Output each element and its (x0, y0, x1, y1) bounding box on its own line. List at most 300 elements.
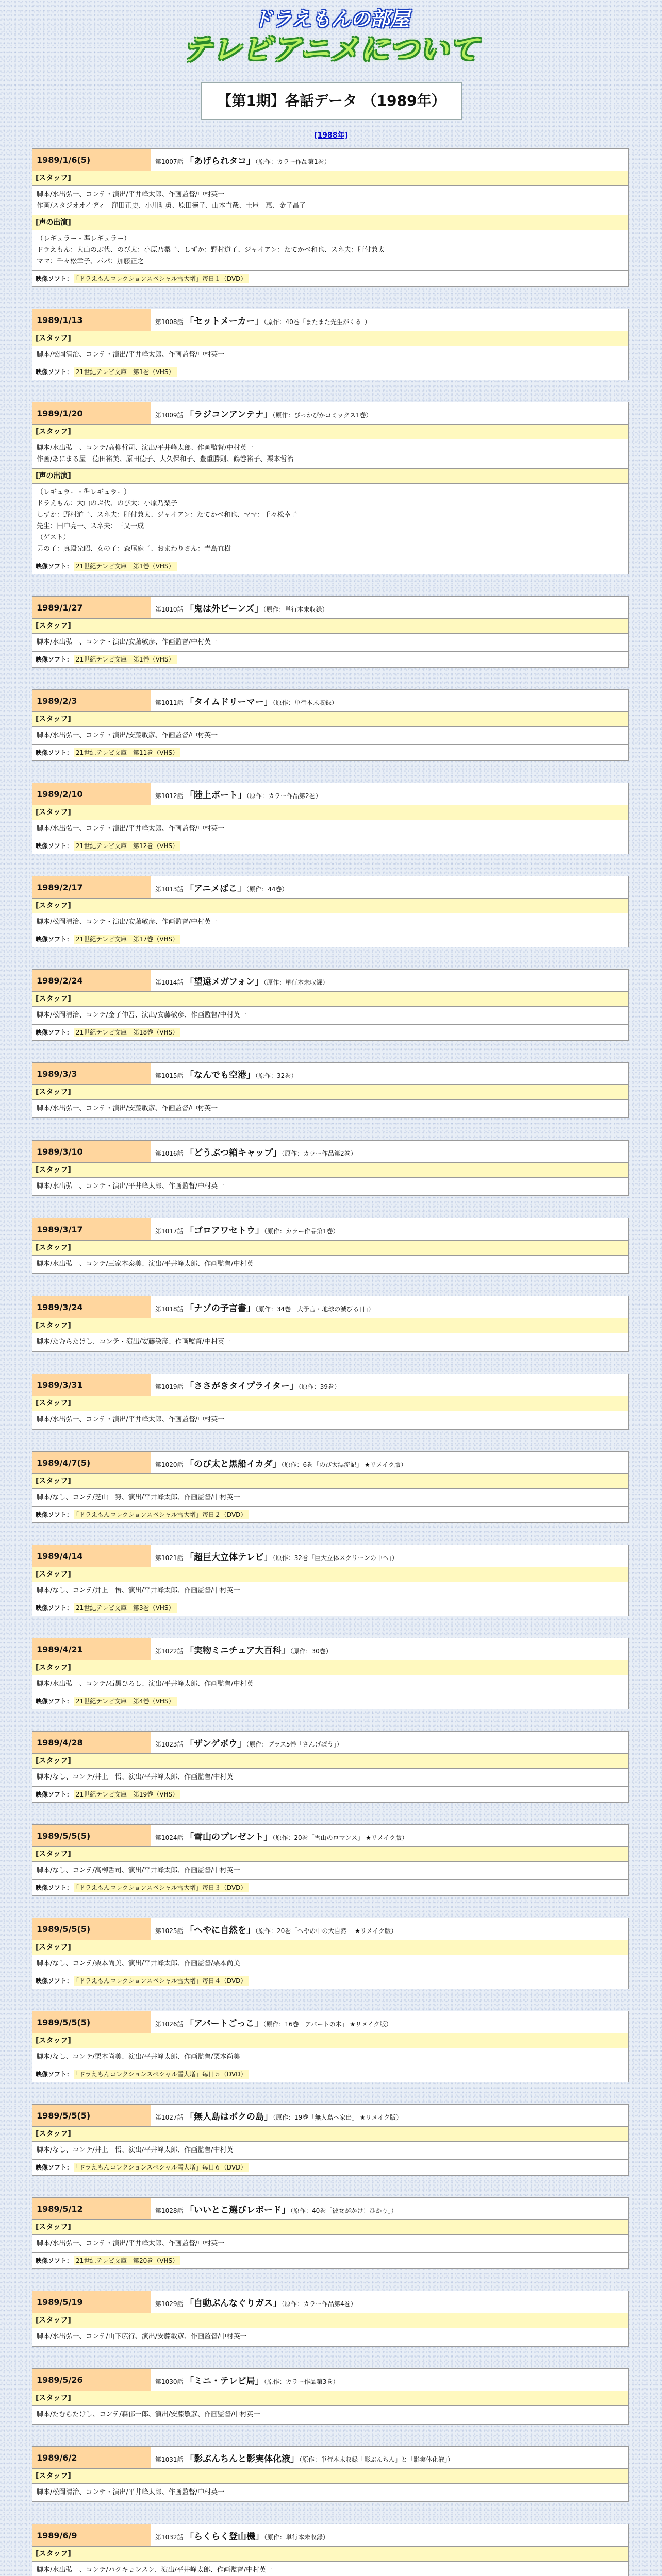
video-soft-row (32, 652, 628, 667)
video-soft-label: 映像ソフト： (36, 936, 73, 943)
episode-entry (32, 1451, 629, 1523)
episode-entry (32, 1062, 629, 1118)
video-soft-label: 映像ソフト： (36, 368, 73, 376)
episode-title: 「陸上ボート」 (189, 790, 247, 801)
video-soft-row (32, 1025, 628, 1040)
voice-label: [声の出演] (32, 469, 628, 484)
staff-body (32, 2406, 628, 2424)
video-soft-value: 「ドラえもんコレクションスペシャル雪大増」毎日２（DVD） (74, 1510, 249, 1519)
air-date: 1989/2/17 (32, 876, 151, 898)
episode-title: 「ささがきタイプライター」 (189, 1381, 299, 1392)
video-soft-value: 21世紀テレビ文庫 第12巻（VHS） (74, 841, 180, 851)
voice-line: 男の子：真殿光昭、女の子：森尾麻子、おまわりさん：青島直樹 (37, 545, 231, 553)
episode-title: 「ミニ・テレビ局」 (189, 2376, 264, 2386)
staff-label: [スタッフ] (32, 899, 628, 913)
entry-header (32, 970, 628, 992)
episode-source: （原作：39巻） (298, 1383, 340, 1391)
air-date: 1989/3/31 (32, 1374, 151, 1396)
episode-number: 第1013話 (155, 885, 190, 893)
episode-source: （原作：単行本未収録） (264, 2533, 329, 2541)
staff-line: 脚本/松岡清治、コンテ・演出/平井峰太郎、作画監督/中村英一 (37, 2488, 225, 2496)
video-soft-row (32, 1693, 628, 1709)
staff-body (32, 2328, 628, 2346)
episode-source: （原作：単行本未収録） (263, 978, 329, 986)
video-soft-label: 映像ソフト： (36, 749, 73, 756)
episode-title: 「超巨大立体テレビ」 (189, 1552, 273, 1563)
video-soft-value: 「ドラえもんコレクションスペシャル雪大増」毎日３（DVD） (74, 1883, 249, 1892)
staff-label: [スタッフ] (32, 2127, 628, 2142)
air-date: 1989/2/3 (32, 690, 151, 711)
air-date: 1989/5/12 (32, 2198, 151, 2219)
staff-line: 脚本/松岡清治、コンテ・演出/安藤敏彦、作画監督/中村英一 (37, 918, 218, 926)
episode-number: 第1010話 (155, 605, 190, 613)
staff-line: 脚本/水出弘一、コンテ・演出/平井峰太郎、作画監督/中村英一 (37, 2240, 225, 2247)
staff-body (32, 1333, 628, 1351)
staff-label: [スタッフ] (32, 2313, 628, 2328)
episode-title: 「ザンゲボウ」 (189, 1738, 246, 1749)
air-date: 1989/5/5(5) (32, 2011, 151, 2033)
entry-header (32, 1638, 628, 1660)
episode-info (151, 154, 330, 166)
episode-source: （原作：20巻「雪山のロマンス」 ★リメイク版） (272, 1834, 408, 1841)
entry-header (32, 2447, 628, 2469)
entry-header (32, 1296, 628, 1318)
episode-title: 「のび太と黒船イカダ」 (189, 1459, 282, 1469)
video-soft-value: 21世紀テレビ文庫 第11巻（VHS） (74, 748, 180, 757)
episode-info (151, 2451, 454, 2464)
staff-body (32, 1489, 628, 1507)
episode-number: 第1007話 (155, 158, 190, 165)
staff-line: 脚本/なし、コンテ/高柳哲司、演出/平井峰太郎、作画監督/中村英一 (37, 1867, 240, 1874)
staff-line: 脚本/水出弘一、コンテ・演出/平井峰太郎、作画監督/中村英一 (37, 1416, 225, 1423)
episode-info (151, 1923, 397, 1936)
video-soft-value: 21世紀テレビ文庫 第20巻（VHS） (74, 2256, 180, 2265)
staff-label: [スタッフ] (32, 1940, 628, 1955)
voice-line: （レギュラー・準レギュラー） (37, 488, 131, 496)
logo-line2: テレビアニメについて (183, 33, 479, 66)
video-soft-value: 21世紀テレビ文庫 第19巻（VHS） (74, 1790, 180, 1799)
staff-line: 脚本/松岡清治、コンテ・演出/平井峰太郎、作画監督/中村英一 (37, 351, 225, 359)
episode-number: 第1025話 (155, 1927, 190, 1935)
episode-number: 第1021話 (155, 1554, 190, 1562)
episode-number: 第1019話 (155, 1383, 190, 1391)
episode-title: 「なんでも空港」 (189, 1070, 256, 1080)
episode-source: （原作：単行本未収録「影ぶんちん」と「影実体化液」） (299, 2455, 454, 2463)
video-soft-row (32, 838, 628, 854)
staff-label: [スタッフ] (32, 1085, 628, 1100)
voice-line: ドラえもん：大山のぶ代、のび太：小原乃梨子 (37, 500, 178, 507)
staff-body (32, 1582, 628, 1600)
entry-header (32, 2524, 628, 2547)
staff-line: 脚本/水出弘一、コンテ/高柳哲司、演出/平井峰太郎、作画監督/中村英一 (37, 444, 254, 452)
logo-line1: ドラえもんの部屋 (252, 8, 409, 30)
episode-info (151, 1643, 332, 1656)
entry-header (32, 1218, 628, 1241)
episode-entry (32, 2524, 629, 2576)
air-date: 1989/4/14 (32, 1545, 151, 1567)
episode-source: （原作：カラー作品第1巻） (264, 1227, 339, 1235)
staff-label: [スタッフ] (32, 2220, 628, 2235)
entry-header (32, 309, 628, 331)
staff-body (32, 1178, 628, 1196)
episode-info (151, 601, 328, 614)
video-soft-label: 映像ソフト： (36, 656, 73, 663)
staff-body (32, 1769, 628, 1787)
video-soft-value: 21世紀テレビ文庫 第3巻（VHS） (74, 1603, 177, 1613)
staff-label: [スタッフ] (32, 331, 628, 346)
video-soft-label: 映像ソフト： (36, 1604, 73, 1612)
episode-title: 「タイムドリーマー」 (189, 697, 273, 707)
episode-entry (32, 1545, 629, 1616)
staff-label: [スタッフ] (32, 2547, 628, 2562)
episode-entry (32, 2368, 629, 2425)
episode-number: 第1024話 (155, 1834, 190, 1841)
video-soft-label: 映像ソフト： (36, 1511, 73, 1518)
episode-title: 「自動ぶんなぐりガス」 (189, 2298, 282, 2309)
staff-body (32, 186, 628, 215)
video-soft-row (32, 558, 628, 574)
video-soft-label: 映像ソフト： (36, 1029, 73, 1036)
voice-line: 先生：田中亮一、スネ夫：三又一成 (37, 522, 144, 530)
episode-title: 「雪山のプレゼント」 (189, 1832, 273, 1842)
episode-number: 第1032話 (155, 2533, 190, 2541)
voice-label: [声の出演] (32, 215, 628, 230)
entry-header (32, 1545, 628, 1567)
staff-body (32, 727, 628, 745)
episode-number: 第1016話 (155, 1149, 190, 1157)
video-soft-value: 21世紀テレビ文庫 第1巻（VHS） (74, 655, 177, 664)
air-date: 1989/1/27 (32, 597, 151, 618)
video-soft-value: 21世紀テレビ文庫 第1巻（VHS） (74, 562, 177, 571)
episode-info (151, 1829, 408, 1842)
episode-info (151, 2202, 397, 2215)
video-soft-label: 映像ソフト： (36, 1791, 73, 1798)
episode-title: 「ラジコンアンテナ」 (189, 409, 273, 420)
episode-source: （原作：16巻「アパートの木」 ★リメイク版） (263, 2020, 392, 2028)
episode-info (151, 2016, 392, 2029)
episode-title: 「アニメばこ」 (189, 883, 246, 894)
staff-line: 作画/あにまる屋 徳田裕美、原田徳子、大久保和子、豊重勝則、鶴巻裕子、栗本哲治 (37, 455, 294, 463)
air-date: 1989/3/24 (32, 1296, 151, 1318)
episode-source: （原作：カラー作品第2巻） (246, 792, 322, 800)
air-date: 1989/2/10 (32, 783, 151, 805)
episode-info (151, 1736, 343, 1749)
entry-header (32, 2291, 628, 2313)
episode-source: （原作：6巻「のび太漂流記」 ★リメイク版） (281, 1461, 407, 1468)
episode-info (151, 974, 328, 987)
air-date: 1989/1/6(5) (32, 149, 151, 171)
air-date: 1989/3/10 (32, 1141, 151, 1162)
episode-title: 「セットメーカー」 (189, 316, 264, 327)
video-soft-label: 映像ソフト： (36, 1698, 73, 1705)
entry-header (32, 2369, 628, 2391)
episode-source: （原作：40巻「彼女がかけ！ひかり」） (290, 2207, 398, 2214)
page-title: 【第1期】各話データ （1989年） (201, 82, 462, 120)
episode-number: 第1011話 (155, 699, 190, 706)
episode-source: （原作：カラー作品第3巻） (263, 2378, 339, 2385)
episode-entry (32, 1218, 629, 1274)
episode-source: （原作：カラー作品第2巻） (282, 1149, 357, 1157)
voice-line: ドラえもん：大山のぶ代、のび太：小原乃梨子、しずか：野村道子、ジャイアン：たてかべ和也、スネ夫：肝付兼太 (37, 246, 385, 254)
episode-source: （原作：単行本未収録） (263, 605, 328, 613)
staff-body (32, 2142, 628, 2160)
episode-info (151, 1223, 339, 1236)
episode-entry (32, 1918, 629, 1989)
episode-title: 「鬼は外ビーンズ」 (189, 603, 263, 614)
staff-body (32, 1411, 628, 1429)
voice-line: しずか：野村道子、スネ夫：肝付兼太、ジャイアン：たてかべ和也、ママ：千々松幸子 (37, 511, 297, 519)
episode-number: 第1014話 (155, 978, 190, 986)
episode-entry (32, 783, 629, 854)
episode-entry (32, 1731, 629, 1803)
staff-label: [スタッフ] (32, 712, 628, 727)
entry-header (32, 1825, 628, 1847)
staff-line: 脚本/水出弘一、コンテ・演出/安藤敏彦、作画監督/中村英一 (37, 1105, 218, 1112)
episode-source: （原作：32巻「巨大立体スクリーンの中へ」） (272, 1554, 398, 1562)
voice-body (32, 230, 628, 271)
voice-line: （レギュラー・準レギュラー） (37, 235, 131, 243)
site-logo[interactable] (0, 0, 662, 67)
episode-number: 第1012話 (155, 792, 190, 800)
video-soft-row (32, 1507, 628, 1522)
video-soft-row (32, 364, 628, 380)
episode-info (151, 1550, 398, 1563)
staff-label: [スタッフ] (32, 171, 628, 186)
episode-entry (32, 2011, 629, 2082)
episode-info (151, 2529, 329, 2542)
episode-number: 第1009話 (155, 411, 190, 419)
staff-body (32, 1862, 628, 1880)
entry-header (32, 876, 628, 899)
staff-line: 脚本/水出弘一、コンテ・演出/安藤敏彦、作画監督/中村英一 (37, 732, 218, 739)
staff-label: [スタッフ] (32, 1318, 628, 1333)
air-date: 1989/6/2 (32, 2447, 151, 2468)
episode-title: 「ヘやに自然を」 (189, 1925, 256, 1936)
staff-line: 脚本/なし、コンテ/栗本尚美、演出/平井峰太郎、作画監督/栗本尚美 (37, 1960, 240, 1968)
video-soft-value: 「ドラえもんコレクションスペシャル雪大増」毎日４（DVD） (74, 1976, 249, 1986)
episode-entry (32, 969, 629, 1041)
episode-number: 第1020話 (155, 1461, 190, 1468)
video-soft-label: 映像ソフト： (36, 1884, 73, 1891)
episode-number: 第1022話 (155, 1647, 190, 1655)
entry-header (32, 2198, 628, 2220)
staff-body (32, 1955, 628, 1973)
air-date: 1989/5/5(5) (32, 1918, 151, 1940)
video-soft-label: 映像ソフト： (36, 2164, 73, 2171)
staff-line: 脚本/水出弘一、コンテ/石黒ひろし、演出/平井峰太郎、作画監督/中村英一 (37, 1680, 260, 1688)
episode-title: 「ナゾの予言書」 (189, 1303, 255, 1314)
video-soft-label: 映像ソフト： (36, 275, 73, 282)
staff-line: 脚本/水出弘一、コンテ/三家本泰美、演出/平井峰太郎、作画監督/中村英一 (37, 1260, 260, 1268)
episode-number: 第1018話 (155, 1305, 190, 1313)
video-soft-row (32, 1880, 628, 1895)
episode-number: 第1023話 (155, 1740, 190, 1748)
episode-number: 第1028話 (155, 2207, 190, 2214)
episode-info (151, 407, 372, 420)
entry-header (32, 1374, 628, 1396)
staff-body (32, 1256, 628, 1274)
video-soft-value: 21世紀テレビ文庫 第1巻（VHS） (74, 367, 177, 377)
entry-header (32, 783, 628, 805)
episode-entry (32, 2104, 629, 2176)
staff-body (32, 2484, 628, 2502)
episode-entry (32, 1374, 629, 1430)
video-soft-label: 映像ソフト： (36, 842, 73, 850)
voice-line: ママ：千々松幸子、パパ：加藤正之 (37, 258, 144, 265)
episode-source: （原作：34巻「大予言・地球の滅びる日」） (255, 1305, 375, 1313)
episode-source: （原作：32巻） (255, 1072, 297, 1079)
entry-header (32, 402, 628, 425)
air-date: 1989/5/5(5) (32, 2105, 151, 2126)
episode-title: 「望遠メガフォン」 (189, 976, 264, 987)
entry-header (32, 1141, 628, 1163)
staff-label: [スタッフ] (32, 425, 628, 439)
staff-label: [スタッフ] (32, 1754, 628, 1769)
staff-body (32, 1007, 628, 1025)
episode-number: 第1026話 (155, 2020, 190, 2028)
air-date: 1989/5/26 (32, 2369, 151, 2391)
staff-label: [スタッフ] (32, 1660, 628, 1675)
episode-title: 「らくらく登山機」 (189, 2531, 264, 2542)
episode-entry (32, 1296, 629, 1352)
staff-body (32, 2048, 628, 2066)
entry-header (32, 1732, 628, 1754)
episode-source: （原作：40巻「またまた先生がくる」） (263, 318, 371, 326)
year-link-1988[interactable]: [1988年] (314, 131, 348, 140)
staff-line: 脚本/たむらたけし、コンテ/森郁一郎、演出/安藤敏彦、作画監督/中村英一 (37, 2411, 260, 2418)
episode-number: 第1027話 (155, 2113, 190, 2121)
episode-source: （原作：20巻「ヘやの中の大自然」 ★リメイク版） (255, 1927, 398, 1935)
entry-header (32, 597, 628, 619)
staff-line: 脚本/水出弘一、コンテ/パクキョンスン、演出/平井峰太郎、作画監督/中村英一 (37, 2566, 273, 2574)
video-soft-value: 「ドラえもんコレクションスペシャル雪大増」毎日６（DVD） (74, 2163, 249, 2172)
staff-body (32, 2562, 628, 2576)
episode-entry (32, 689, 629, 761)
video-soft-row (32, 1973, 628, 1989)
episode-title: 「無人島はボクの島」 (189, 2111, 273, 2122)
air-date: 1989/3/3 (32, 1063, 151, 1084)
video-soft-row (32, 931, 628, 947)
episode-title: 「どうぶつ箱キャップ」 (189, 1147, 282, 1158)
episode-source: （原作：プラス5巻「さんげぼう」） (246, 1740, 343, 1748)
episode-entry (32, 309, 629, 380)
air-date: 1989/3/17 (32, 1218, 151, 1240)
episode-number: 第1017話 (155, 1227, 190, 1235)
staff-body (32, 2235, 628, 2253)
video-soft-row (32, 1600, 628, 1616)
episode-title: 「ゴロアワセトウ」 (189, 1225, 264, 1236)
episode-entry (32, 402, 629, 574)
episode-info (151, 314, 371, 327)
air-date: 1989/2/24 (32, 970, 151, 991)
episode-source: （原作：30巻） (290, 1647, 332, 1655)
episode-entry (32, 876, 629, 947)
episode-source: （原作：カラー作品第1巻） (255, 158, 330, 165)
entry-header (32, 2105, 628, 2127)
episode-number: 第1031話 (155, 2455, 190, 2463)
video-soft-label: 映像ソフト： (36, 2071, 73, 2078)
staff-line: 脚本/なし、コンテ/井上 悟、演出/平井峰太郎、作画監督/中村英一 (37, 1587, 240, 1595)
episode-info (151, 881, 288, 894)
episode-title: 「いいとこ選びレボード」 (189, 2205, 291, 2215)
episode-info (151, 1145, 357, 1158)
video-soft-value: 21世紀テレビ文庫 第18巻（VHS） (74, 1028, 180, 1037)
entry-header (32, 690, 628, 712)
staff-label: [スタッフ] (32, 619, 628, 634)
episode-source: （原作：ぴっかぴかコミックス1巻） (272, 411, 372, 419)
air-date: 1989/4/21 (32, 1638, 151, 1660)
air-date: 1989/5/19 (32, 2291, 151, 2313)
staff-line: 脚本/水出弘一、コンテ・演出/安藤敏彦、作画監督/中村英一 (37, 638, 218, 646)
staff-body (32, 346, 628, 364)
air-date: 1989/6/9 (32, 2524, 151, 2546)
staff-line: 脚本/なし、コンテ/栗本尚美、演出/平井峰太郎、作画監督/栗本尚美 (37, 2053, 240, 2061)
video-soft-row (32, 1787, 628, 1802)
staff-line: 脚本/なし、コンテ/芝山 努、演出/平井峰太郎、作画監督/中村英一 (37, 1494, 240, 1501)
air-date: 1989/1/13 (32, 309, 151, 331)
episode-title: 「あげられタコ」 (189, 156, 256, 166)
voice-body (32, 484, 628, 558)
episode-info (151, 1067, 297, 1080)
video-soft-value: 「ドラえもんコレクションスペシャル雪大増」毎日５（DVD） (74, 2070, 249, 2079)
staff-label: [スタッフ] (32, 805, 628, 820)
staff-body (32, 634, 628, 652)
entry-header (32, 2011, 628, 2033)
video-soft-row (32, 2253, 628, 2268)
staff-label: [スタッフ] (32, 992, 628, 1007)
episode-entry (32, 1140, 629, 1196)
staff-body (32, 439, 628, 469)
episode-entry (32, 596, 629, 668)
staff-line: 脚本/なし、コンテ/井上 悟、演出/平井峰太郎、作画監督/中村英一 (37, 2146, 240, 2154)
episode-number: 第1008話 (155, 318, 190, 326)
episode-entry (32, 2197, 629, 2269)
video-soft-label: 映像ソフト： (36, 1977, 73, 1985)
episode-entry (32, 2446, 629, 2502)
episode-entry (32, 2291, 629, 2347)
episode-info (151, 2374, 339, 2386)
staff-body (32, 1100, 628, 1118)
episode-title: 「実物ミニチュア大百科」 (189, 1645, 290, 1656)
staff-body (32, 820, 628, 838)
entry-header (32, 1063, 628, 1085)
video-soft-row (32, 2066, 628, 2082)
episode-title: 「影ぶんちんと影実体化液」 (189, 2453, 300, 2464)
staff-line: 脚本/水出弘一、コンテ・演出/平井峰太郎、作画監督/中村英一 (37, 1182, 225, 1190)
episode-number: 第1015話 (155, 1072, 190, 1079)
video-soft-label: 映像ソフト： (36, 2257, 73, 2264)
episode-info (151, 1456, 407, 1469)
episode-source: （原作：カラー作品第4巻） (282, 2300, 357, 2308)
video-soft-value: 「ドラえもんコレクションスペシャル雪大増」毎日１（DVD） (74, 274, 249, 283)
episode-info (151, 694, 338, 707)
air-date: 1989/1/20 (32, 402, 151, 424)
staff-label: [スタッフ] (32, 2391, 628, 2406)
staff-line: 脚本/松岡清治、コンテ/金子伸吾、演出/安藤敏彦、作画監督/中村英一 (37, 1011, 247, 1019)
staff-label: [スタッフ] (32, 1847, 628, 1862)
entry-header (32, 1918, 628, 1940)
staff-label: [スタッフ] (32, 1396, 628, 1411)
episode-info (151, 2296, 357, 2309)
video-soft-row (32, 745, 628, 760)
video-soft-value: 21世紀テレビ文庫 第4巻（VHS） (74, 1697, 177, 1706)
staff-line: 脚本/水出弘一、コンテ・演出/平井峰太郎、作画監督/中村英一 (37, 825, 225, 833)
air-date: 1989/4/7(5) (32, 1452, 151, 1473)
episode-entry (32, 1824, 629, 1896)
episode-number: 第1030話 (155, 2378, 190, 2385)
entry-header (32, 149, 628, 171)
staff-line: 脚本/水出弘一、コンテ/山下広行、演出/安藤敏彦、作画監督/中村英一 (37, 2333, 247, 2341)
